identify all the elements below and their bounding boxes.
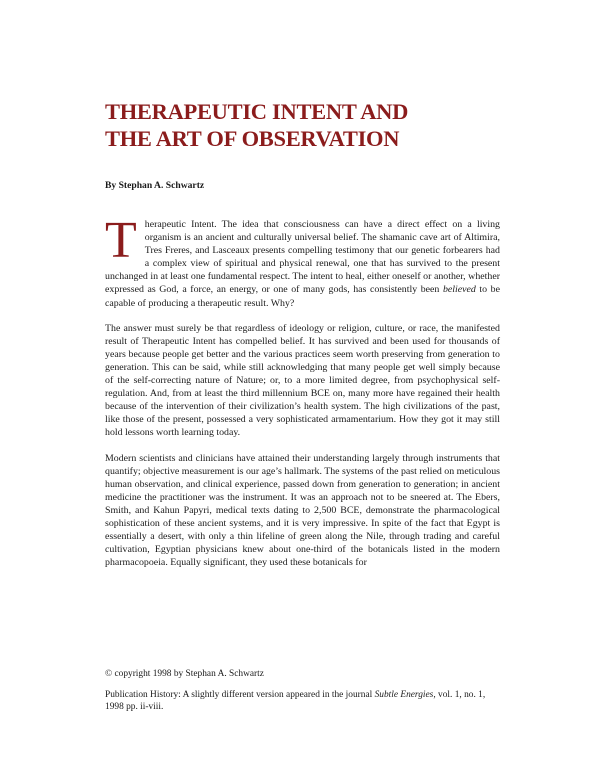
copyright-notice: © copyright 1998 by Stephan A. Schwartz	[105, 669, 264, 679]
paragraph-1-emphasis: believed	[442, 284, 476, 296]
publication-details: , vol. 1, no. 1, 1998 pp. ii-viii.	[105, 690, 486, 712]
paragraph-1-text-a: herapeutic Intent. The idea that consciousness can have a direct effect on a living organism is an ancient and culturally universal belief. The shamanic cave art of Altimira, Tres Freres, and Lasceaux presents compelling testimony that our genetic forbearers had a complex view of spiritual and physical renewal, one that has survived to the present unchanged in at least one fundamental respect. The intent to heal, either oneself or another, whether expressed as God, a force, an energy, or one of many gods, has consistently been	[105, 219, 500, 296]
footer-notes	[105, 668, 500, 722]
publication-history	[105, 689, 500, 713]
paragraph-1-text-b: to be capable of producing a therapeutic result. Why?	[105, 284, 500, 309]
byline: By Stephan A. Schwartz	[105, 180, 205, 191]
title-line-2: THE ART OF OBSERVATION	[105, 126, 400, 151]
paragraph-2: The answer must surely be that regardless of ideology or religion, culture, or race, the manifested result of Therapeutic Intent has compelled belief. It has survived and been used for thousands of years because people get better and the various practices seem worth preserving from generation to generation. This can be said, while still acknowledging that many people get well simply because of the self-correcting nature of Nature; or, to a more limited degree, from psychophysical self-regulation. And, from at least the third millennium BCE on, many more have regained their health because of the intervention of their civilization’s health system. The high civilizations of the past, like those of the present, possessed a very sophisticated armamentarium. How they got it may still hold lessons worth learning today.	[105, 322, 500, 439]
drop-cap: T	[105, 212, 137, 269]
title-line-1: THERAPEUTIC INTENT AND	[105, 99, 409, 124]
paragraph-3: Modern scientists and clinicians have attained their understanding largely through instruments that quantify; objective measurement is our age’s hallmark. The systems of the past relied on meticulous human observation, and clinical experience, passed down from generation to generation; in ancient medicine the practitioner was the instrument. It was an approach not to be sneered at. The Ebers, Smith, and Kahun Papyri, medical texts dating to 2,500 BCE, demonstrate the pharmacological sophistication of these ancient systems, and it is very impressive. In spite of the fact that Egypt is essentially a desert, with only a thin lifeline of green along the Nile, through trading and careful cultivation, Egyptian physicians knew about one-third of the botanicals listed in the modern pharmacopoeia. Equally significant, they used these botanicals for	[105, 452, 500, 569]
article-title	[105, 98, 545, 152]
journal-name: Subtle Energies	[374, 690, 434, 700]
article-body	[105, 212, 500, 581]
paragraph-1	[105, 212, 500, 310]
publication-history-text: Publication History: A slightly different version appeared in the journal	[105, 690, 375, 700]
